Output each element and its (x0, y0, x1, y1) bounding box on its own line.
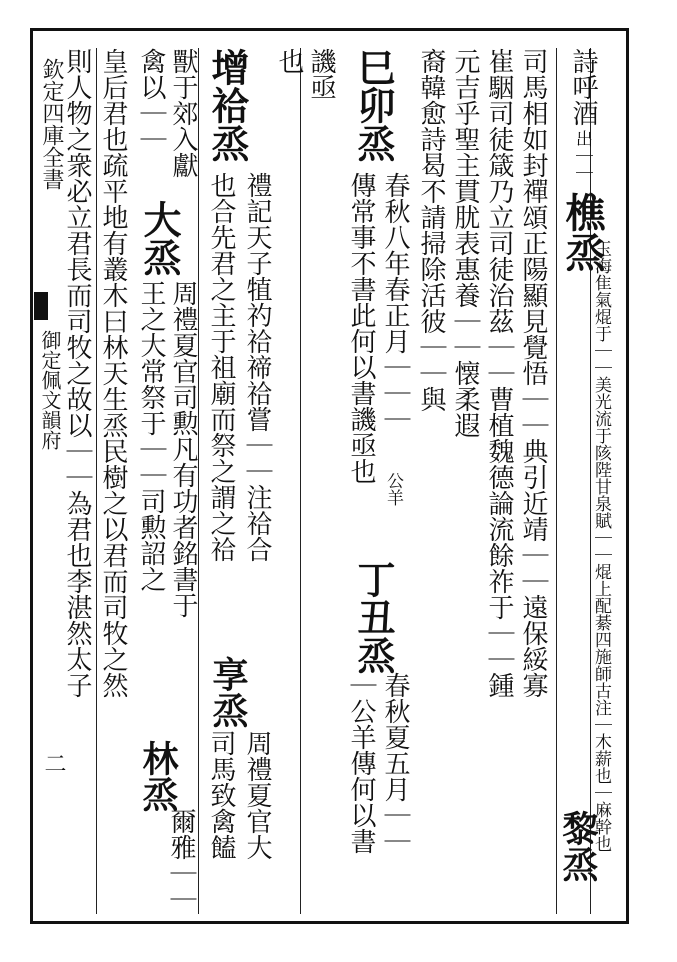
headword-xiang: 享烝 (207, 656, 249, 728)
text-column-1c (592, 240, 609, 852)
text-column-13b (138, 280, 164, 592)
text-column-10 (205, 48, 250, 162)
col7-text-1: 傳常事不書此何以書譏亟也 (346, 172, 376, 484)
text-column-4 (452, 48, 478, 438)
col13-text-1: 禽以｜｜ (136, 48, 166, 152)
col10-text-1: 禮記天子犆礿祫禘祫嘗｜｜注祫合 (242, 172, 272, 562)
text-column-3 (486, 48, 512, 698)
headword-xiazheng: 增祫烝 (205, 48, 250, 162)
col4-text: 元吉乎聖主貫肬表惠養｜｜懐柔遐 (450, 48, 480, 438)
col11-text-2: 司馬致禽饁 (206, 730, 236, 860)
text-column-1d (557, 810, 599, 882)
col8-text: 譏亟 (306, 48, 336, 100)
col6-gongyang: 公羊 (383, 472, 403, 506)
text-column-6 (351, 48, 396, 162)
text-column-15 (64, 48, 90, 698)
col12-text-2: 周禮夏官司勲凡有功者銘書于 (168, 280, 198, 618)
headword-lin: 林烝 (137, 740, 179, 812)
col10-text-2: 周禮夏官大 (242, 730, 272, 860)
text-column-6d (351, 560, 396, 674)
text-column-11b (208, 730, 234, 860)
col9-text: 也 (274, 48, 304, 74)
text-column-10d (244, 730, 270, 860)
col14-text: 皇后君也疏平地有叢木曰林天生烝民樹之以君而司牧之然 (98, 48, 128, 698)
col15-text: 則人物之衆必立君長而司牧之故以｜｜為君也李湛然太子 (62, 48, 92, 698)
text-column-7 (348, 172, 374, 484)
col13-text-3: 爾雅｜｜ (166, 808, 196, 912)
text-column-12c (170, 280, 196, 618)
text-column-5 (418, 48, 444, 412)
col7-text-2: ｜公羊傳何以書 (346, 672, 376, 854)
text-column-9 (276, 48, 302, 74)
column-rule (556, 48, 557, 914)
section-title: 御定佩文韻府 (38, 330, 62, 450)
text-column-10b (244, 172, 270, 562)
col1-headword-2: 黎烝 (557, 810, 599, 882)
column-rule (96, 48, 97, 914)
col5-text: 裔韓愈詩曷不請掃除活彼｜｜與 (416, 48, 446, 412)
text-column-8 (308, 48, 334, 100)
col13-text-2: 王之大常祭于｜｜司勲詔之 (136, 280, 166, 592)
col6-text-1: 春秋八年春正月｜｜｜ (380, 172, 410, 432)
text-column-13d (168, 808, 194, 912)
text-column-6b (382, 172, 408, 432)
text-column-6c (384, 472, 401, 506)
text-column-1 (570, 48, 596, 126)
fishtail-mark (34, 292, 48, 320)
headword-dingchou: 丁丑烝 (351, 560, 396, 674)
col11-text-1: 也合先君之主于祖廟而祭之謂之祫 (206, 172, 236, 562)
page-number: 二 (41, 752, 66, 774)
text-column-10c (207, 656, 249, 728)
col1-headword-1: 樵烝 (559, 192, 606, 273)
column-rule (198, 48, 199, 914)
col3-text: 崔駰司徒箴乃立司徒治茲｜｜曹植魏德論流餘祚于｜｜鍾 (484, 48, 514, 698)
col1-seg2: 出｜｜ (572, 130, 592, 181)
col1-seg4: 玉海隹氣焜于｜｜美光流于陔陛甘泉賦｜｜焜上配綦四施師古注｜木薪也｜麻幹也 (591, 240, 611, 852)
col2-text: 司馬相如封禪頌正陽顯見覺悟｜｜典引近靖｜｜遠保綏寡 (518, 48, 548, 698)
text-column-7b (348, 672, 374, 854)
book-title: 欽定四庫全書 (39, 58, 64, 190)
text-column-2 (520, 48, 546, 698)
text-column-13 (138, 48, 164, 152)
text-column-12 (170, 48, 196, 178)
text-column-14 (100, 48, 126, 698)
text-column-12b (137, 200, 182, 276)
col6-text-2: 春秋夏五月｜｜ (380, 672, 410, 854)
headword-da: 大烝 (137, 200, 182, 276)
col12-text-1: 獸于郊入獻 (168, 48, 198, 178)
text-column-11 (208, 172, 234, 562)
col1-seg1: 詩呼酒 (568, 48, 598, 126)
text-column-6e (382, 672, 408, 854)
column-rule (300, 48, 301, 914)
text-column-13c (137, 740, 179, 812)
headword-jimao: 巳卯烝 (351, 48, 396, 162)
